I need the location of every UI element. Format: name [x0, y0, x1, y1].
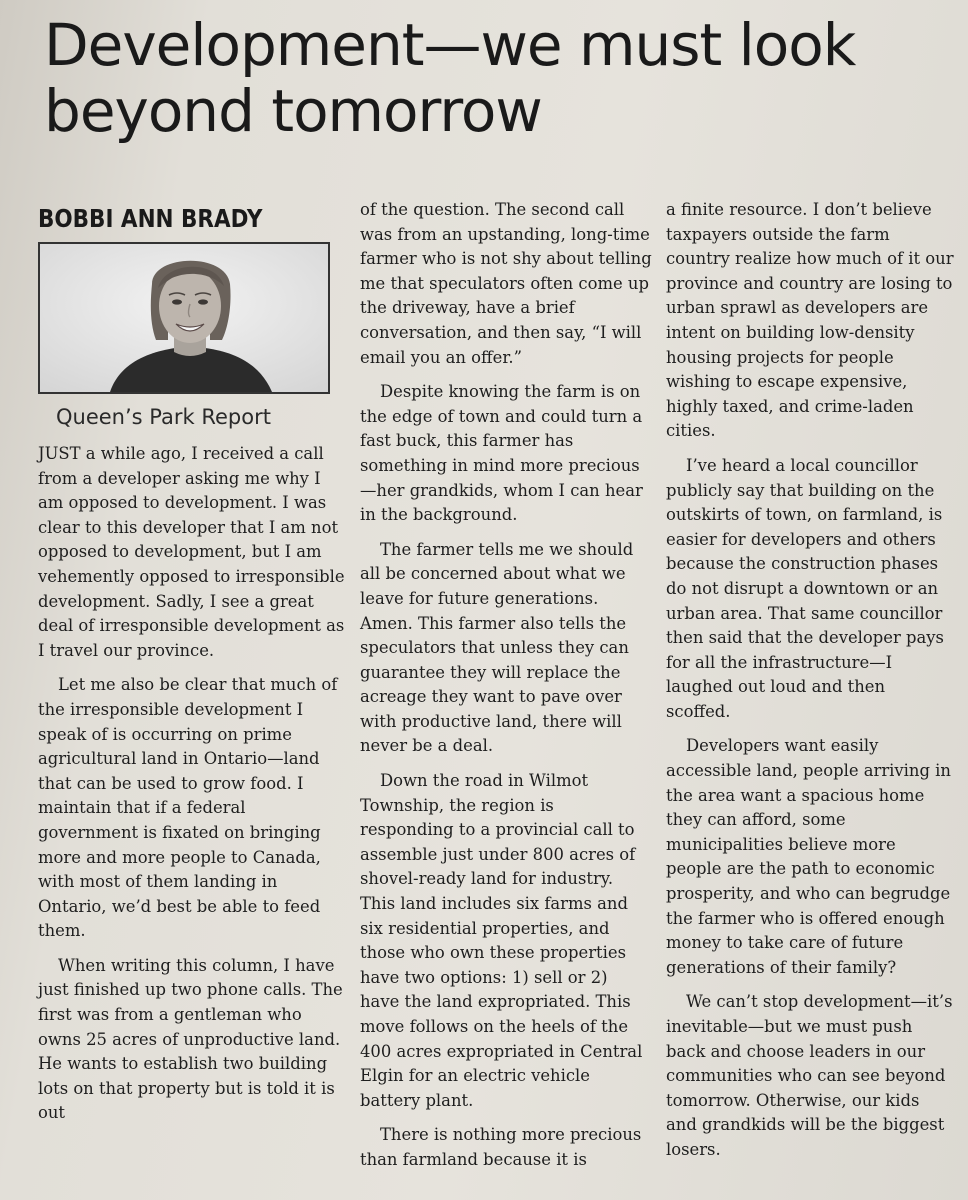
paragraph: When writing this column, I have just finished up two phone calls. The first was from a gentleman who owns 25 acres of unproductive land. He wants to establish two building lots on that property but is told it is out [38, 955, 343, 1123]
paragraph: I’ve heard a local councillor publicly say that building on the outskirts of town, on farmland, is easier for developers and others because the construction phases do not disrupt a downtown or an urban area. That same councillor then said that the developer pays for all the infrastructure—I laughed out loud and then scoffed. [666, 455, 944, 721]
paragraph: There is nothing more precious than farmland because it is [360, 1125, 642, 1169]
paragraph: Let me also be clear that much of the irresponsible development I speak of is occurring on prime agricultural land in Ontario—land that can be used to grow food. I maintain that if a federal government is fixated on bringing more and more people to Canada, with most of them landing in Ontario, we’d best be able to feed them. [38, 675, 338, 941]
column-section-label: Queen’s Park Report [56, 405, 271, 429]
paragraph: JUST a while ago, I received a call from a developer asking me why I am opposed to development. I was clear to this developer that I am not opposed to development, but I am vehemently opposed to irresponsible development. Sadly, I see a great deal of irresponsible development as I travel our province. [38, 444, 345, 660]
author-byline: BOBBI ANN BRADY [38, 204, 263, 233]
article-column-3 [666, 198, 954, 1173]
paragraph: of the question. The second call was from an upstanding, long-time farmer who is not shy about telling me that speculators often come up the driveway, have a brief conversation, and then say, “I will email you an offer.” [360, 200, 652, 367]
paragraph: Down the road in Wilmot Township, the region is responding to a provincial call to assemble just under 800 acres of shovel-ready land for industry. This land includes six farms and six residential properties, and those who own these properties have two options: 1) sell or 2) have the land expropriated. This move follows on the heels of the 400 acres expropriated in Central Elgin for an electric vehicle battery plant. [360, 771, 643, 1110]
paragraph: We can’t stop development—it’s inevitable—but we must push back and choose leaders in our communities who can see beyond tomorrow. Otherwise, our kids and grandkids will be the biggest losers. [666, 992, 953, 1159]
paragraph: a finite resource. I don’t believe taxpayers outside the farm country realize how much of it our province and country are losing to urban sprawl as developers are intent on building low-density housing projects for people wishing to escape expensive, highly taxed, and crime-laden cities. [666, 200, 954, 441]
article-column-1 [38, 200, 348, 1136]
article-headline: Development—we must look beyond tomorrow [44, 11, 856, 145]
paragraph: Developers want easily accessible land, people arriving in the area want a spacious home they can afford, some municipalities believe more people are the path to economic prosperity, and who can begrudge the farmer who is offered enough money to take care of future generations of their family? [666, 736, 951, 977]
article-column-2 [360, 198, 652, 1183]
author-portrait-image [40, 244, 328, 392]
paragraph: Despite knowing the farm is on the edge of town and could turn a fast buck, this farmer has something in mind more precious—her grandkids, whom I can hear in the background. [360, 382, 643, 525]
paragraph: The farmer tells me we should all be concerned about what we leave for future generations. Amen. This farmer also tells the speculators that unless they can guarantee they will replace the acreage they want to pave over with productive land, there will never be a deal. [360, 539, 634, 756]
author-photo [38, 242, 330, 394]
